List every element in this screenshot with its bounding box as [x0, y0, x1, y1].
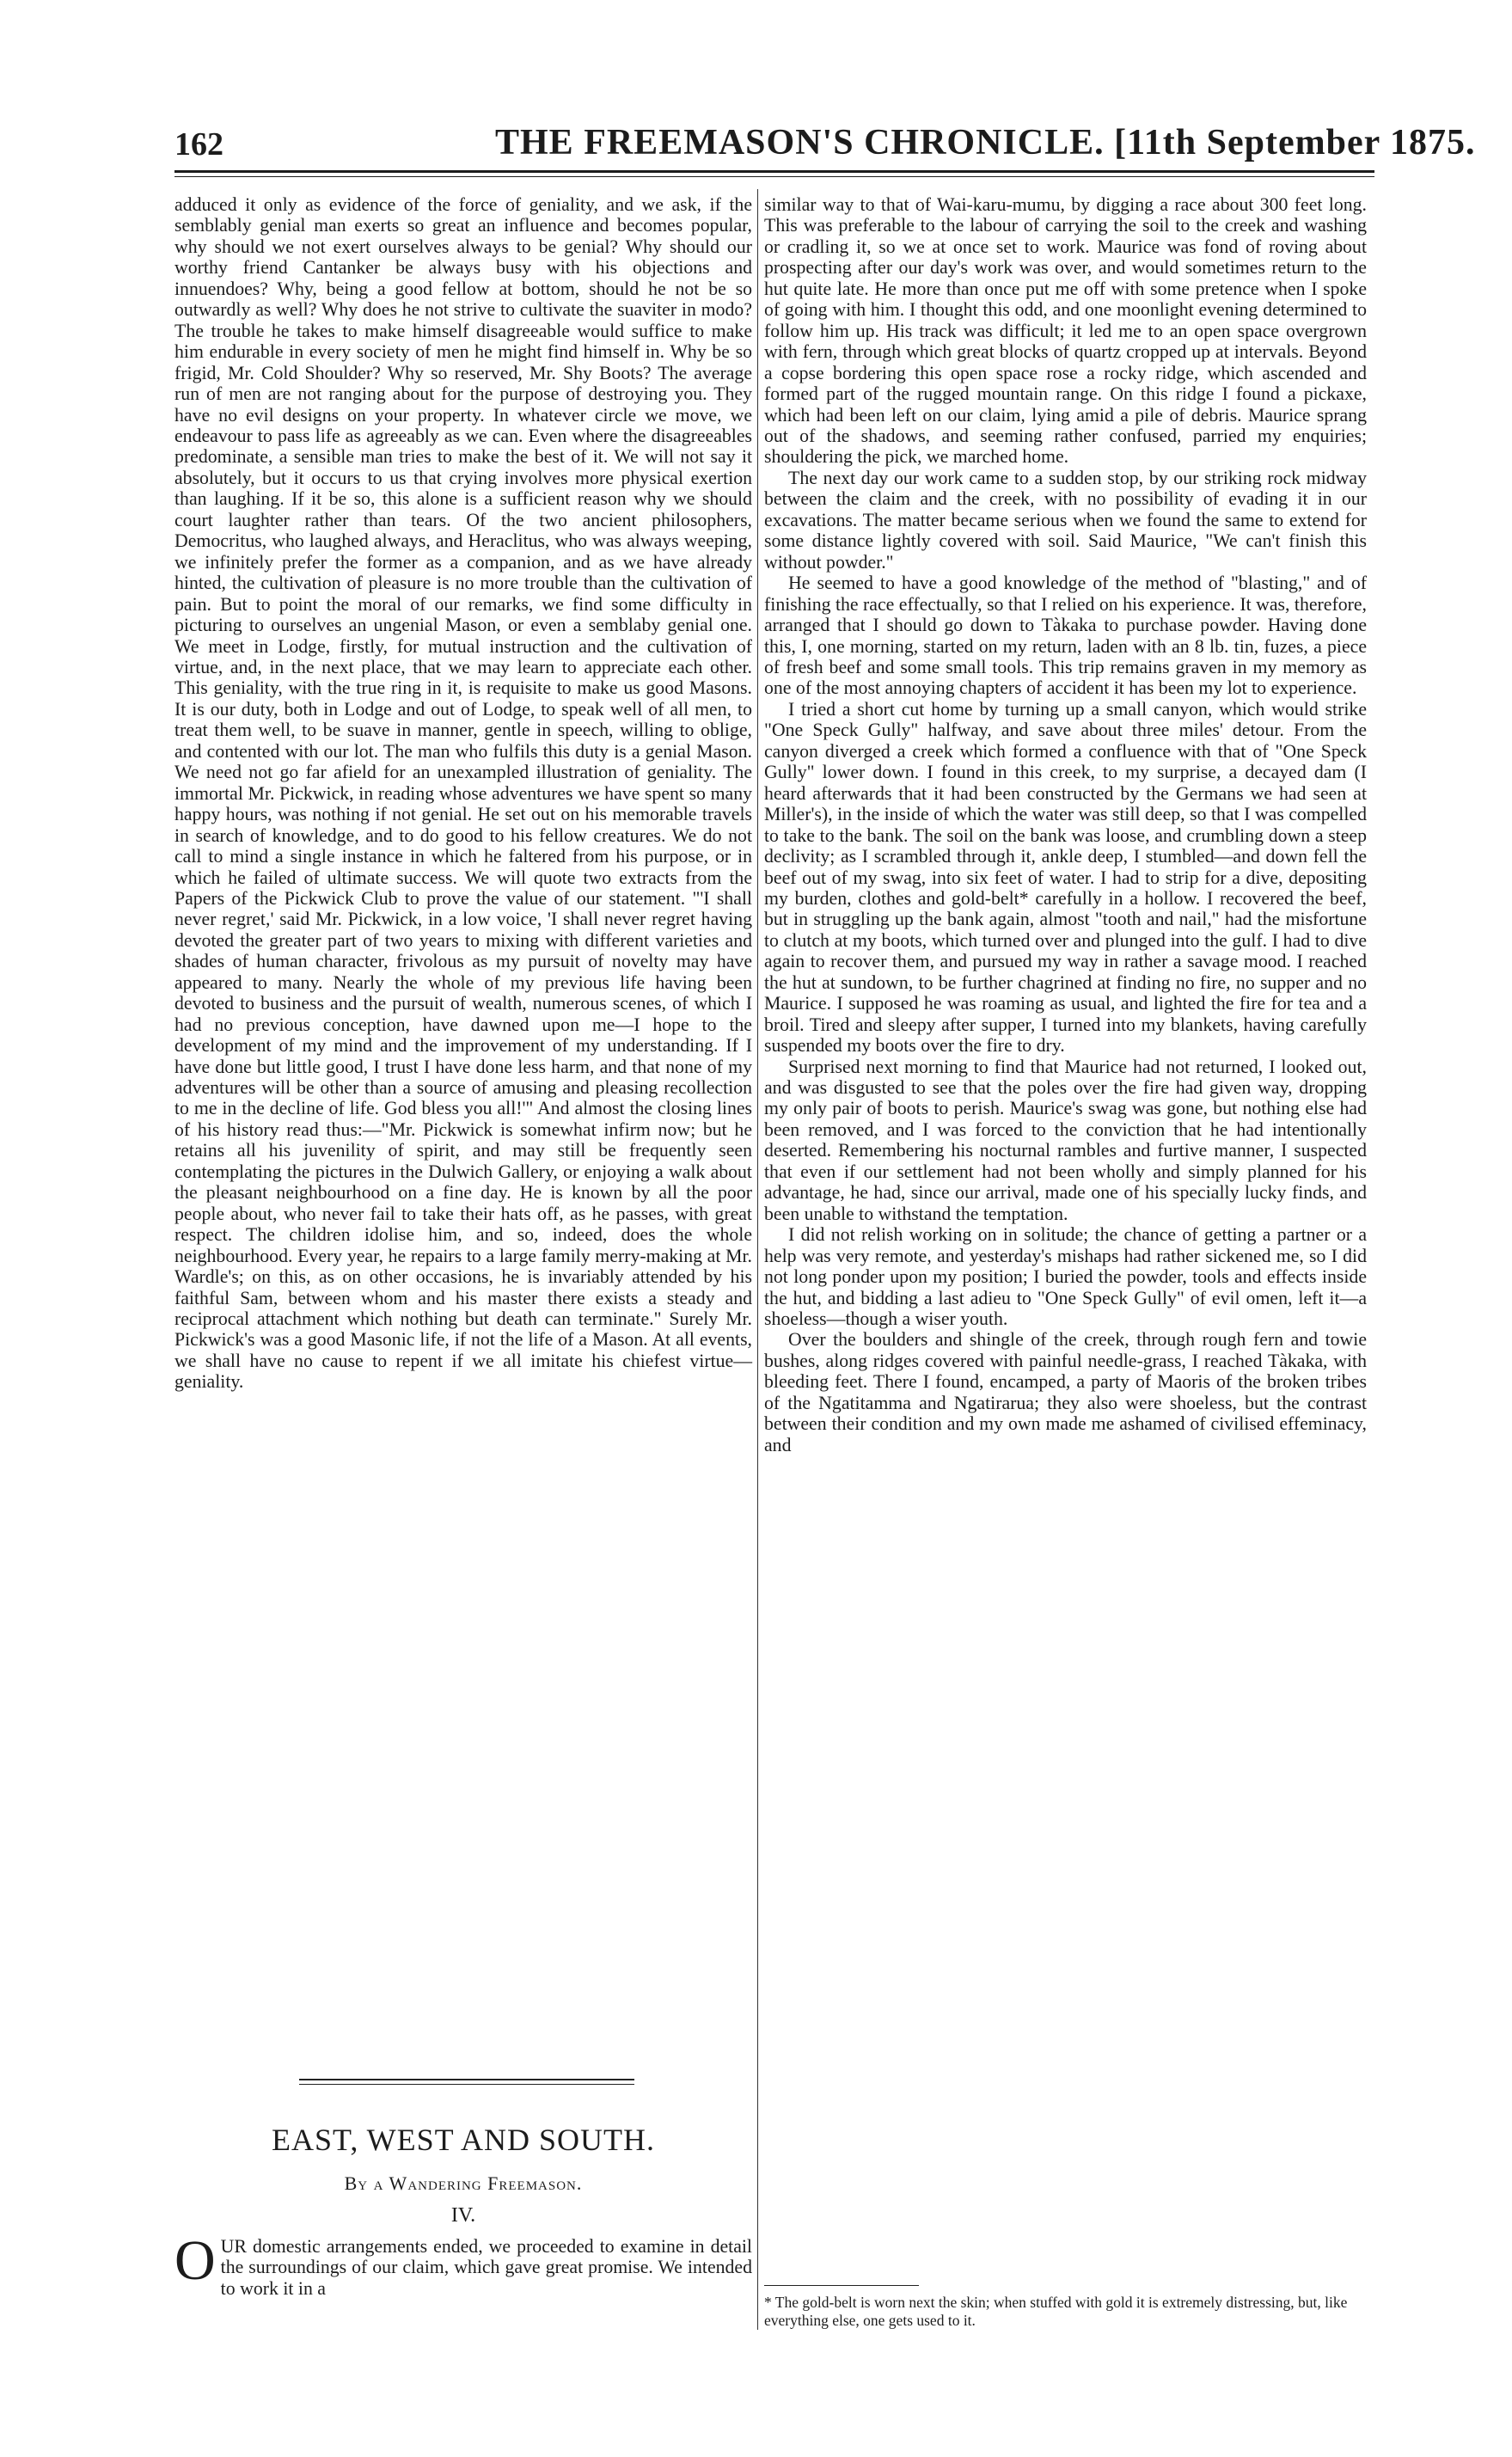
article-byline: By a Wandering Freemason.	[344, 2172, 583, 2194]
right-paragraph: I tried a short cut home by turning up a small canyon, which would strike "One Speck Gully" halfway, and save about three miles' detour. From the canyon diverged a creek which formed a confluence with that of "One Speck Gully" lower down. I found in this creek, to my surprise, a decayed dam (I heard afterwards that it had been constructed by the Germans we had seen at Miller's), in the inside of which the water was still deep, so that I was compelled to take to the bank. The soil on the bank was loose, and crumbling down a steep declivity; as I scrambled through it, ankle deep, I stumbled—and down fell the beef out of my swag, into six feet of water. I had to strip for a dive, depositing my burden, clothes and gold-belt* carefully in a hollow. I recovered the beef, but in struggling up the bank again, almost "tooth and nail," had the misfortune to clutch at my boots, which turned over and plunged into the gulf. I had to dive again to recover them, and pursued my way in rather a savage mood. I reached the hut at sundown, to be further chagrined at finding no fire, no supper and no Maurice. I supposed he was roaming as usual, and lighted the fire for tea and a broil. Tired and sleepy after supper, I turned into my blankets, having carefully suspended my boots over the fire to dry.	[764, 698, 1367, 1057]
right-paragraph: Surprised next morning to find that Maurice had not returned, I looked out, and was disgusted to see that the poles over the fire had given way, dropping my only pair of boots to perish. Maurice's swag was gone, but nothing else had been removed, and I was forced to the conviction that he had intentionally deserted. Remembering his nocturnal rambles and furtive manner, I suspected that even if our settlement had not been wholly and simply planned for his advantage, he had, since our arrival, made one of his specially lucky finds, and been unable to withstand the temptation.	[764, 1056, 1367, 1224]
left-column	[174, 194, 752, 1393]
right-paragraph: similar way to that of Wai-karu-mumu, by digging a race about 300 feet long. This was preferable to the labour of carrying the soil to the creek and washing or cradling it, so we at once set to work. Maurice was fond of roving about prospecting after our day's work was over, and would sometimes return to the hut quite late. He more than once put me off with some pretence when I spoke of going with him. I thought this odd, and one moonlight evening determined to follow him up. His track was difficult; it led me to an open space overgrown with fern, through which great blocks of quartz cropped up at intervals. Beyond a copse bordering this open space rose a rocky ridge, which ascended and formed part of the rugged mountain range. On this ridge I found a pickaxe, which had been left on our claim, lying amid a pile of debris. Maurice sprang out of the shadows, and seeming rather confused, parried my enquiries; shouldering the pick, we marched home.	[764, 194, 1367, 468]
page-number: 162	[174, 126, 223, 162]
article-intro	[174, 2229, 752, 2299]
right-paragraph: He seemed to have a good knowledge of the method of "blasting," and of finishing the race effectually, so that I relied on his experience. It was, therefore, arranged that I should go down to Tàkaka to purchase powder. Having done this, I, one morning, started on my return, laden with an 8 lb. tin, fuzes, a piece of fresh beef and some small tools. This trip remains graven in my memory as one of the most annoying chapters of accident it has been my lot to experience.	[764, 573, 1367, 699]
publication-title: THE FREEMASON'S CHRONICLE.	[495, 123, 1105, 162]
right-column	[764, 194, 1367, 1455]
right-paragraph: The next day our work came to a sudden stop, by our striking rock midway between the claim and the creek, with no possibility of evading it in our excavations. The matter became serious when we found the same to extend for some distance lightly covered with soil. Said Maurice, "We can't finish this without powder."	[764, 467, 1367, 573]
header-rule	[174, 170, 1374, 173]
article-title: EAST, WEST AND SOUTH.	[271, 2123, 656, 2157]
section-rule-thin	[299, 2084, 634, 2085]
footnote: * The gold-belt is worn next the skin; when stuffed with gold it is extremely distressing, but, like everything else, one gets used to it.	[764, 2294, 1348, 2329]
left-paragraph: adduced it only as evidence of the force of geniality, and we ask, if the semblably genial man exerts so great an influence and becomes popular, why should we not exert ourselves always to be genial? Why should our worthy friend Cantanker be always busy with his objections and innuendoes? Why, being a good fellow at bottom, should he not be so outwardly as well? Why does he not strive to cultivate the suaviter in modo? The trouble he takes to make himself disagreeable would suffice to make him endurable in every society of men he might find himself in. Why be so frigid, Mr. Cold Shoulder? Why so reserved, Mr. Shy Boots? The average run of men are not ranging about for the purpose of destroying you. They have no evil designs on your property. In whatever circle we move, we endeavour to pass life as agreeably as we can. Even where the disagreeables predominate, a sensible man tries to make the best of it. We will not say it absolutely, but it occurs to us that crying involves more physical exertion than laughing. If it be so, this alone is a sufficient reason why we should court laughter rather than tears. Of the two ancient philosophers, Democritus, who laughed always, and Heraclitus, who was always weeping, we infinitely prefer the former as a companion, and as we have already hinted, the cultivation of pleasure is no more trouble than the cultivation of pain. But to point the moral of our remarks, we find some difficulty in picturing to ourselves an ungenial Mason, or even a semblaby genial one. We meet in Lodge, firstly, for mutual instruction and the cultivation of virtue, and, in the next place, that we may learn to appreciate each other. This geniality, with the true ring in it, is requisite to make us good Masons. It is our duty, both in Lodge and out of Lodge, to speak well of all men, to treat them well, to be suave in manner, gentle in speech, willing to oblige, and contented with our lot. The man who fulfils this duty is a genial Mason. We need not go far afield for an unexampled illustration of geniality. The immortal Mr. Pickwick, in reading whose adventures we have spent so many happy hours, was nothing if not genial. He set out on his memorable travels in search of knowledge, and to do good to his fellow creatures. We do not call to mind a single instance in which he faltered from his purpose, or in which he failed of ultimate success. We will quote two extracts from the Papers of the Pickwick Club to prove the value of our statement. "'I shall never regret,' said Mr. Pickwick, in a low voice, 'I shall never regret having devoted the greater part of two years to mixing with different varieties and shades of human character, frivolous as my pursuit of novelty may have appeared to many. Nearly the whole of my previous life having been devoted to business and the pursuit of wealth, numerous scenes, of which I had no previous conception, have dawned upon me—I hope to the development of my mind and the improvement of my understanding. If I have done but little good, I trust I have done less harm, and that none of my adventures will be other than a source of amusing and pleasing recollection to me in the decline of life. God bless you all!'" And almost the closing lines of his history read thus:—"Mr. Pickwick is somewhat infirm now; but he retains all his juvenility of spirit, and may still be frequently seen contemplating the pictures in the Dulwich Gallery, or enjoying a walk about the pleasant neighbourhood on a fine day. He is known by all the poor people about, who never fail to take their hats off, as he passes, with great respect. The children idolise him, and so, indeed, does the whole neighbourhood. Every year, he repairs to a large family merry-making at Mr. Wardle's; on this, as on other occasions, he is invariably attended by his faithful Sam, between whom and his master there exists a steady and reciprocal attachment which nothing but death can terminate." Surely Mr. Pickwick's was a good Masonic life, if not the life of a Mason. At all events, we shall have no cause to repent if we all imitate his chiefest virtue—geniality.	[174, 194, 752, 1393]
intro-text: UR domestic arrangements ended, we proceeded to examine in detail the surroundings of our claim, which gave great promise. We intended to work it in a	[220, 2236, 752, 2299]
issue-date: [11th September 1875.	[1114, 123, 1476, 162]
header-rule-thin	[174, 176, 1374, 177]
right-paragraph: I did not relish working on in solitude; the chance of getting a partner or a help was very remote, and yesterday's mishaps had rather sickened me, so I did not long ponder upon my position; I buried the powder, tools and effects inside the hut, and bidding a last adieu to "One Speck Gully" of evil omen, left it—a shoeless—though a wiser youth.	[764, 1224, 1367, 1330]
right-paragraph: Over the boulders and shingle of the creek, through rough fern and towie bushes, along ridges covered with painful needle-grass, I reached Tàkaka, with bleeding feet. There I found, encamped, a party of Maoris of the broken tribes of the Ngatitamma and Ngatirarua; they also were shoeless, but the contrast between their condition and my own made me ashamed of civilised effeminacy, and	[764, 1329, 1367, 1455]
section-rule	[299, 2079, 634, 2080]
article-part-number: IV.	[450, 2204, 476, 2227]
column-divider	[757, 189, 758, 2330]
footnote-rule	[764, 2285, 919, 2286]
masthead	[495, 122, 1475, 163]
drop-cap: O	[174, 2229, 216, 2292]
